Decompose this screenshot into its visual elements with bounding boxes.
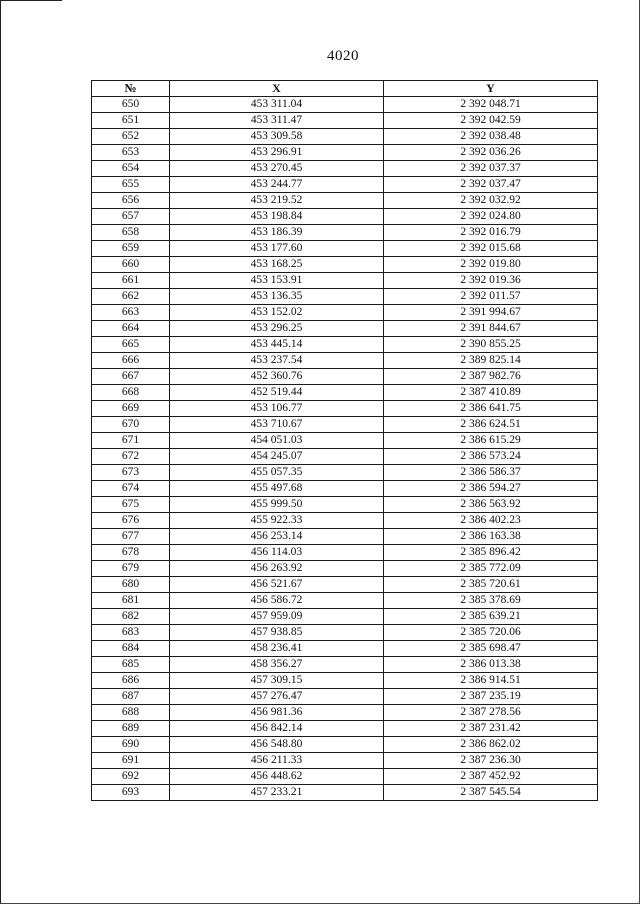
table-row bbox=[92, 465, 598, 481]
header-x: X bbox=[170, 81, 384, 97]
cell-x: 457 276.47 bbox=[170, 689, 384, 705]
cell-y: 2 387 545.54 bbox=[384, 785, 598, 801]
cell-number: 670 bbox=[92, 417, 170, 433]
cell-x: 455 057.35 bbox=[170, 465, 384, 481]
cell-y: 2 386 641.75 bbox=[384, 401, 598, 417]
cell-number: 691 bbox=[92, 753, 170, 769]
cell-x: 456 253.14 bbox=[170, 529, 384, 545]
table-row bbox=[92, 545, 598, 561]
cell-number: 655 bbox=[92, 177, 170, 193]
cell-x: 453 311.04 bbox=[170, 97, 384, 113]
cell-number: 669 bbox=[92, 401, 170, 417]
cell-number: 684 bbox=[92, 641, 170, 657]
cell-y: 2 392 048.71 bbox=[384, 97, 598, 113]
table-row bbox=[92, 625, 598, 641]
cell-y: 2 385 772.09 bbox=[384, 561, 598, 577]
cell-number: 665 bbox=[92, 337, 170, 353]
cell-x: 455 497.68 bbox=[170, 481, 384, 497]
cell-number: 690 bbox=[92, 737, 170, 753]
cell-y: 2 392 024.80 bbox=[384, 209, 598, 225]
cell-number: 682 bbox=[92, 609, 170, 625]
cell-y: 2 387 982.76 bbox=[384, 369, 598, 385]
cell-x: 456 548.80 bbox=[170, 737, 384, 753]
cell-y: 2 392 019.80 bbox=[384, 257, 598, 273]
cell-number: 671 bbox=[92, 433, 170, 449]
cell-number: 657 bbox=[92, 209, 170, 225]
table-row bbox=[92, 369, 598, 385]
table-row bbox=[92, 193, 598, 209]
cell-y: 2 387 452.92 bbox=[384, 769, 598, 785]
table-row bbox=[92, 737, 598, 753]
cell-x: 457 309.15 bbox=[170, 673, 384, 689]
cell-y: 2 385 639.21 bbox=[384, 609, 598, 625]
table-row bbox=[92, 593, 598, 609]
table-row bbox=[92, 257, 598, 273]
cell-y: 2 386 594.27 bbox=[384, 481, 598, 497]
cell-number: 680 bbox=[92, 577, 170, 593]
cell-x: 454 051.03 bbox=[170, 433, 384, 449]
table-row bbox=[92, 497, 598, 513]
table-row bbox=[92, 145, 598, 161]
cell-y: 2 386 013.38 bbox=[384, 657, 598, 673]
cell-x: 453 311.47 bbox=[170, 113, 384, 129]
cell-y: 2 385 378.69 bbox=[384, 593, 598, 609]
table-row bbox=[92, 225, 598, 241]
cell-number: 663 bbox=[92, 305, 170, 321]
table-row bbox=[92, 417, 598, 433]
cell-x: 457 233.21 bbox=[170, 785, 384, 801]
header-y: Y bbox=[384, 81, 598, 97]
cell-y: 2 392 015.68 bbox=[384, 241, 598, 257]
table-row bbox=[92, 337, 598, 353]
coordinates-table bbox=[91, 80, 598, 801]
cell-number: 692 bbox=[92, 769, 170, 785]
cell-x: 456 211.33 bbox=[170, 753, 384, 769]
header-number: № bbox=[92, 81, 170, 97]
cell-number: 658 bbox=[92, 225, 170, 241]
table-row bbox=[92, 481, 598, 497]
page-number: 4020 bbox=[327, 48, 359, 64]
cell-x: 453 244.77 bbox=[170, 177, 384, 193]
table-row bbox=[92, 97, 598, 113]
cell-y: 2 386 563.92 bbox=[384, 497, 598, 513]
cell-number: 675 bbox=[92, 497, 170, 513]
table-row bbox=[92, 561, 598, 577]
cell-x: 458 236.41 bbox=[170, 641, 384, 657]
cell-number: 650 bbox=[92, 97, 170, 113]
cell-number: 667 bbox=[92, 369, 170, 385]
table-row bbox=[92, 401, 598, 417]
table-row bbox=[92, 385, 598, 401]
cell-y: 2 389 825.14 bbox=[384, 353, 598, 369]
cell-y: 2 392 032.92 bbox=[384, 193, 598, 209]
cell-y: 2 391 994.67 bbox=[384, 305, 598, 321]
table-row bbox=[92, 705, 598, 721]
cell-number: 685 bbox=[92, 657, 170, 673]
cell-x: 453 153.91 bbox=[170, 273, 384, 289]
cell-y: 2 387 278.56 bbox=[384, 705, 598, 721]
cell-y: 2 386 586.37 bbox=[384, 465, 598, 481]
cell-x: 454 245.07 bbox=[170, 449, 384, 465]
cell-y: 2 387 236.30 bbox=[384, 753, 598, 769]
cell-x: 453 445.14 bbox=[170, 337, 384, 353]
cell-number: 654 bbox=[92, 161, 170, 177]
cell-x: 455 999.50 bbox=[170, 497, 384, 513]
corner-mark bbox=[0, 0, 62, 1]
cell-y: 2 392 019.36 bbox=[384, 273, 598, 289]
table-row bbox=[92, 449, 598, 465]
cell-y: 2 386 615.29 bbox=[384, 433, 598, 449]
table-row bbox=[92, 321, 598, 337]
cell-x: 458 356.27 bbox=[170, 657, 384, 673]
cell-x: 456 521.67 bbox=[170, 577, 384, 593]
table-row bbox=[92, 721, 598, 737]
cell-y: 2 385 720.06 bbox=[384, 625, 598, 641]
table-row bbox=[92, 529, 598, 545]
cell-y: 2 385 698.47 bbox=[384, 641, 598, 657]
cell-y: 2 385 896.42 bbox=[384, 545, 598, 561]
cell-y: 2 385 720.61 bbox=[384, 577, 598, 593]
cell-y: 2 392 038.48 bbox=[384, 129, 598, 145]
cell-x: 453 237.54 bbox=[170, 353, 384, 369]
table-row bbox=[92, 673, 598, 689]
table-row bbox=[92, 241, 598, 257]
table-row bbox=[92, 689, 598, 705]
cell-x: 453 296.91 bbox=[170, 145, 384, 161]
cell-x: 456 114.03 bbox=[170, 545, 384, 561]
cell-x: 457 959.09 bbox=[170, 609, 384, 625]
cell-x: 453 177.60 bbox=[170, 241, 384, 257]
cell-y: 2 392 011.57 bbox=[384, 289, 598, 305]
cell-y: 2 392 036.26 bbox=[384, 145, 598, 161]
cell-y: 2 386 862.02 bbox=[384, 737, 598, 753]
cell-x: 453 296.25 bbox=[170, 321, 384, 337]
cell-number: 666 bbox=[92, 353, 170, 369]
cell-number: 673 bbox=[92, 465, 170, 481]
cell-number: 683 bbox=[92, 625, 170, 641]
cell-number: 687 bbox=[92, 689, 170, 705]
cell-number: 679 bbox=[92, 561, 170, 577]
cell-y: 2 386 163.38 bbox=[384, 529, 598, 545]
cell-x: 453 168.25 bbox=[170, 257, 384, 273]
cell-x: 456 842.14 bbox=[170, 721, 384, 737]
table-row bbox=[92, 609, 598, 625]
table-row bbox=[92, 769, 598, 785]
cell-number: 677 bbox=[92, 529, 170, 545]
cell-y: 2 392 016.79 bbox=[384, 225, 598, 241]
cell-number: 651 bbox=[92, 113, 170, 129]
table-row bbox=[92, 305, 598, 321]
cell-x: 453 152.02 bbox=[170, 305, 384, 321]
cell-x: 457 938.85 bbox=[170, 625, 384, 641]
table-row bbox=[92, 785, 598, 801]
cell-x: 452 519.44 bbox=[170, 385, 384, 401]
table-row bbox=[92, 753, 598, 769]
cell-number: 653 bbox=[92, 145, 170, 161]
cell-y: 2 387 410.89 bbox=[384, 385, 598, 401]
table-body bbox=[92, 97, 598, 801]
cell-number: 664 bbox=[92, 321, 170, 337]
table-row bbox=[92, 177, 598, 193]
table-row bbox=[92, 641, 598, 657]
cell-y: 2 391 844.67 bbox=[384, 321, 598, 337]
cell-x: 453 219.52 bbox=[170, 193, 384, 209]
cell-number: 681 bbox=[92, 593, 170, 609]
table-row bbox=[92, 577, 598, 593]
cell-x: 453 710.67 bbox=[170, 417, 384, 433]
cell-y: 2 390 855.25 bbox=[384, 337, 598, 353]
table-row bbox=[92, 113, 598, 129]
cell-number: 693 bbox=[92, 785, 170, 801]
cell-y: 2 387 231.42 bbox=[384, 721, 598, 737]
cell-x: 455 922.33 bbox=[170, 513, 384, 529]
cell-number: 656 bbox=[92, 193, 170, 209]
cell-number: 659 bbox=[92, 241, 170, 257]
table-row bbox=[92, 513, 598, 529]
cell-x: 456 981.36 bbox=[170, 705, 384, 721]
cell-x: 456 448.62 bbox=[170, 769, 384, 785]
cell-y: 2 386 402.23 bbox=[384, 513, 598, 529]
cell-y: 2 387 235.19 bbox=[384, 689, 598, 705]
cell-x: 453 106.77 bbox=[170, 401, 384, 417]
cell-y: 2 392 037.47 bbox=[384, 177, 598, 193]
cell-number: 661 bbox=[92, 273, 170, 289]
table-row bbox=[92, 657, 598, 673]
cell-number: 660 bbox=[92, 257, 170, 273]
cell-number: 676 bbox=[92, 513, 170, 529]
cell-y: 2 386 914.51 bbox=[384, 673, 598, 689]
cell-x: 452 360.76 bbox=[170, 369, 384, 385]
cell-y: 2 392 037.37 bbox=[384, 161, 598, 177]
cell-y: 2 392 042.59 bbox=[384, 113, 598, 129]
cell-x: 456 263.92 bbox=[170, 561, 384, 577]
cell-number: 662 bbox=[92, 289, 170, 305]
cell-number: 672 bbox=[92, 449, 170, 465]
table-row bbox=[92, 161, 598, 177]
cell-x: 453 186.39 bbox=[170, 225, 384, 241]
table-header-row bbox=[92, 81, 598, 97]
cell-x: 453 270.45 bbox=[170, 161, 384, 177]
table-row bbox=[92, 289, 598, 305]
cell-x: 453 309.58 bbox=[170, 129, 384, 145]
cell-x: 456 586.72 bbox=[170, 593, 384, 609]
cell-number: 674 bbox=[92, 481, 170, 497]
table-row bbox=[92, 129, 598, 145]
table-row bbox=[92, 209, 598, 225]
cell-number: 652 bbox=[92, 129, 170, 145]
cell-number: 678 bbox=[92, 545, 170, 561]
table-row bbox=[92, 433, 598, 449]
cell-y: 2 386 573.24 bbox=[384, 449, 598, 465]
cell-number: 689 bbox=[92, 721, 170, 737]
cell-number: 686 bbox=[92, 673, 170, 689]
table-row bbox=[92, 353, 598, 369]
table-row bbox=[92, 273, 598, 289]
cell-x: 453 136.35 bbox=[170, 289, 384, 305]
cell-x: 453 198.84 bbox=[170, 209, 384, 225]
cell-number: 668 bbox=[92, 385, 170, 401]
cell-y: 2 386 624.51 bbox=[384, 417, 598, 433]
cell-number: 688 bbox=[92, 705, 170, 721]
